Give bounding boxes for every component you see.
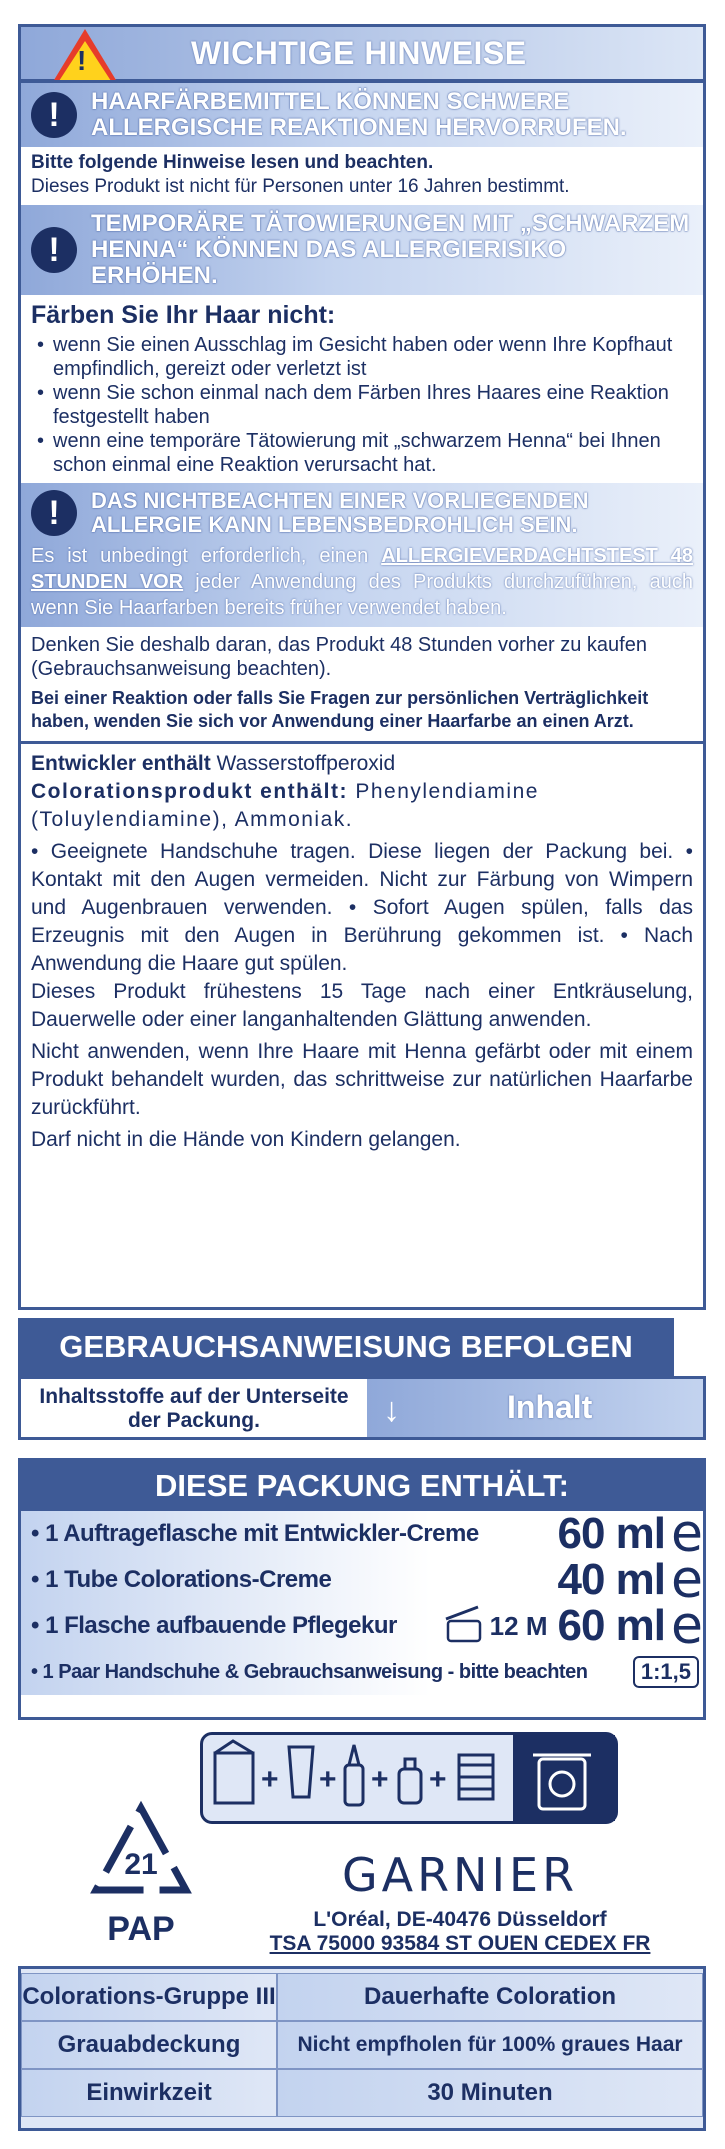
brand-address: L'Oréal, DE-40476 Düsseldorf <box>313 1908 607 1931</box>
package-title: DIESE PACKUNG ENTHÄLT: <box>21 1461 703 1511</box>
product-info-table <box>18 1966 706 2131</box>
estimated-sign-icon: e <box>671 1504 703 1564</box>
exclamation-icon: ! <box>31 227 77 273</box>
warning-3-text: DAS NICHTBEACHTEN EINER VORLIEGENDEN ALLERGIE KANN LEBENSBEDROHLICH SEIN. <box>91 488 589 537</box>
age-restriction: Dieses Produkt ist nicht für Personen unter 16 Jahren bestimmt. <box>31 176 570 197</box>
svg-text:+: + <box>319 1763 337 1796</box>
svg-text:+: + <box>429 1763 447 1796</box>
instructions-title: GEBRAUCHSANWEISUNG BEFOLGEN <box>18 1318 674 1376</box>
list-item: • 1 Paar Handschuhe & Gebrauchsanweisung - bitte beachten 1:1,5 <box>21 1649 703 1695</box>
do-not-color-heading: Färben Sie Ihr Haar nicht: <box>31 301 336 329</box>
buy-48h-note: Denken Sie deshalb daran, das Produkt 48 Stunden vorher zu kaufen (Gebrauchsanweisung beachten). <box>31 634 647 680</box>
warning-header: ! WICHTIGE HINWEISE <box>18 24 706 82</box>
instructions-row <box>18 1376 706 1440</box>
developer-label: Entwickler enthält <box>31 752 211 775</box>
recycle-code: PAP <box>107 1910 175 1948</box>
read-instructions: Bitte folgende Hinweise lesen und beachten. <box>31 152 434 173</box>
ratio-badge: 1:1,5 <box>633 1656 699 1688</box>
list-item: • wenn Sie schon einmal nach dem Färben Ihres Haares eine Reaktion festgestellt haben <box>31 381 693 429</box>
estimated-sign-icon: e <box>671 1596 703 1656</box>
list-item: • wenn Sie einen Ausschlag im Gesicht haben oder wenn Ihre Kopfhaut empfindlich, gereizt oder verletzt ist <box>31 333 693 381</box>
allergy-test-paragraph: Es ist unbedingt erforderlich, einen ALLERGIEVERDACHTSTEST 48 STUNDEN VOR jeder Anwendung des Produkts durchzuführen, auch wenn Sie Haarfarben bereits früher verwendet haben. <box>31 545 694 619</box>
warnings-panel <box>18 80 706 1310</box>
doctor-note: Bei einer Reaktion oder falls Sie Fragen zur persönlichen Verträglichkeit haben, wenden Sie sich vor Anwendung einer Haarfarbe an einen Arzt. <box>31 688 649 731</box>
jar-open-icon <box>442 1605 486 1648</box>
table-cell: Dauerhafte Coloration <box>277 1973 703 2021</box>
warning-1-text: HAARFÄRBEMITTEL KÖNNEN SCHWERE ALLERGISCHE REAKTIONEN HERVORRUFEN. <box>91 88 627 141</box>
perm-paragraph: Dieses Produkt frühestens 15 Tage nach einer Entkräuselung, Dauerwelle oder einer langanhaltenden Glättung anwenden. <box>31 980 693 1031</box>
warning-2-text: TEMPORÄRE TÄTOWIERUNGEN MIT „SCHWARZEM HENNA“ KÖNNEN DAS ALLERGIERISIKO ERHÖHEN. <box>91 210 690 289</box>
table-cell: Colorations-Gruppe III <box>21 1973 277 2021</box>
recycle-number: 21 <box>124 1848 158 1881</box>
gloves-paragraph: • Geeignete Handschuhe tragen. Diese liegen der Packung bei. • Kontakt mit den Augen vermeiden. Nicht zur Färbung von Wimpern und Augenbrauen verwenden. • Sofort Augen spülen, falls das Erzeugnis mit den Augen in Berührung gekommen ist. • Nach Anwendung die Haare gut spülen. <box>31 840 693 975</box>
table-cell: Nicht empfholen für 100% graues Haar <box>277 2021 703 2069</box>
brand-logo: GARNIER <box>341 1848 579 1902</box>
svg-text:+: + <box>371 1763 389 1796</box>
list-item: • 1 Flasche aufbauende Pflegekur 12 M 60 ml e <box>31 1596 703 1656</box>
brand-postal: TSA 75000 93584 ST OUEN CEDEX FR <box>269 1932 651 1955</box>
color-label: Colorationsprodukt enthält: <box>31 780 348 803</box>
developer-value: Wasserstoffperoxid <box>210 752 396 775</box>
color-value: Phenylendiamine (Toluylendiamine), Ammoniak. <box>31 780 539 831</box>
warning-band-2 <box>21 205 703 295</box>
arrow-down-icon: ↓ <box>383 1391 400 1429</box>
contents-cell <box>367 1379 703 1437</box>
trash-bin-icon <box>510 1732 511 1733</box>
list-item: • 1 Tube Colorations-Creme 40 ml e <box>31 1550 703 1610</box>
list-item: • 1 Auftrageflasche mit Entwickler-Creme 60 ml e <box>31 1504 703 1564</box>
exclamation-icon: ! <box>31 92 77 138</box>
list-item: • wenn eine temporäre Tätowierung mit „schwarzem Henna“ bei Ihnen schon einmal eine Reaktion verursacht hat. <box>31 429 693 477</box>
ingredients-location: Inhaltsstoffe auf der Unterseite der Packung. <box>21 1379 367 1437</box>
svg-text:+: + <box>261 1763 279 1796</box>
contents-label: Inhalt <box>507 1389 593 1425</box>
table-cell: 30 Minuten <box>277 2069 703 2117</box>
ingredients-section <box>21 741 703 1154</box>
allergy-test-emphasis: ALLERGIEVERDACHTSTEST 48 STUNDEN VOR <box>31 545 694 593</box>
header-title: WICHTIGE HINWEISE <box>191 35 527 71</box>
table-cell: Einwirkzeit <box>21 2069 277 2117</box>
package-panel <box>18 1458 706 1720</box>
recycling-symbol <box>86 1798 196 1958</box>
brand-block <box>250 1848 670 1956</box>
pao-label: 12 M <box>489 1610 548 1641</box>
henna-paragraph: Nicht anwenden, wenn Ihre Haare mit Henna gefärbt oder mit einem Produkt behandelt wurden, das schrittweise zur natürlichen Haarfarbe zurückführt. <box>31 1040 693 1119</box>
disposal-pictograms <box>200 1732 618 1824</box>
contraindication-list <box>21 331 703 483</box>
exclamation-icon: ! <box>31 490 77 536</box>
warning-band-1 <box>21 83 703 147</box>
table-cell: Grauabdeckung <box>21 2021 277 2069</box>
estimated-sign-icon: e <box>671 1550 703 1610</box>
warning-band-3 <box>21 483 703 627</box>
children-warning: Darf nicht in die Hände von Kindern gelangen. <box>31 1128 461 1151</box>
